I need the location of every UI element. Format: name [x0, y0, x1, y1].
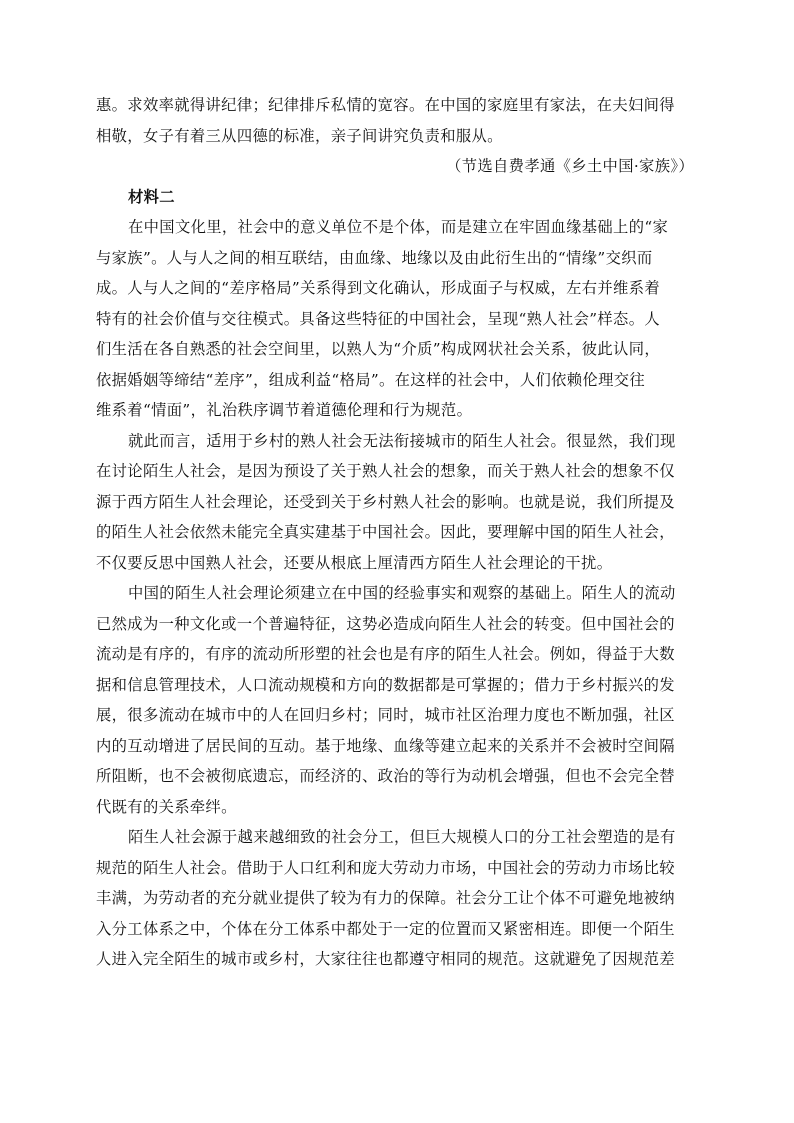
heading-text: 材料二 [128, 187, 175, 206]
text-line: 中国的陌生人社会理论须建立在中国的经验事实和观察的基础上。陌生人的流动 [128, 584, 676, 602]
text-line: 源于西方陌生人社会理论，还受到关于乡村熟人社会的影响。也就是说，我们所提及 [96, 492, 675, 511]
text-line: 陌生人社会源于越来越细致的社会分工，但巨大规模人口的分工社会塑造的是有 [128, 828, 676, 846]
text-line: 就此而言，适用于乡村的熟人社会无法衔接城市的陌生人社会。很显然，我们现 [128, 431, 676, 450]
paragraph-2 [96, 426, 698, 579]
text-line: 惠。求效率就得讲纪律；纪律排斥私情的宽容。在中国的家庭里有家法，在夫妇间得 [96, 96, 675, 114]
citation-line: （节选自费孝通《乡土中国·家族》） [446, 157, 694, 175]
text-line: 维系着“情面”，礼治秩序调节着道德伦理和行为规范。 [96, 401, 473, 419]
source-citation [96, 151, 698, 182]
text-line: 人进入完全陌生的城市或乡村，大家往往也都遵守相同的规范。这就避免了因规范差 [96, 950, 675, 968]
paragraph-continuation [96, 90, 698, 151]
section-heading [96, 182, 698, 213]
paragraph-4 [96, 822, 698, 975]
paragraph-3 [96, 578, 698, 822]
text-line: 代既有的关系牵绊。 [96, 797, 237, 816]
text-line: 规范的陌生人社会。借助于人口红利和庞大劳动力市场，中国社会的劳动力市场比较 [96, 858, 675, 877]
document-page [96, 90, 698, 975]
text-line: 特有的社会价值与交往模式。具备这些特征的中国社会，呈现“熟人社会”样态。人 [96, 309, 660, 328]
text-line: 据和信息管理技术，人口流动规模和方向的数据都是可掌握的；借力于乡村振兴的发 [96, 675, 675, 694]
text-line: 入分工体系之中，个体在分工体系中都处于一定的位置而又紧密相连。即便一个陌生 [96, 919, 675, 938]
text-line: 依据婚姻等缔结“差序”，组成利益“格局”。在这样的社会中，人们依赖伦理交往 [96, 370, 646, 389]
paragraph-1 [96, 212, 698, 426]
text-line: 在讨论陌生人社会，是因为预设了关于熟人社会的想象，而关于熟人社会的想象不仅 [96, 462, 675, 480]
text-line: 已然成为一种文化或一个普遍特征，这势必造成向陌生人社会的转变。但中国社会的 [96, 614, 675, 633]
text-line: 所阻断，也不会被彻底遗忘，而经济的、政治的等行为动机会增强，但也不会完全替 [96, 767, 675, 785]
text-line: 流动是有序的，有序的流动所形塑的社会也是有序的陌生人社会。例如，得益于大数 [96, 645, 675, 663]
text-line: 成。人与人之间的“差序格局”关系得到文化确认，形成面子与权威，左右并维系着 [96, 279, 660, 297]
text-line: 们生活在各自熟悉的社会空间里，以熟人为“介质”构成网状社会关系，彼此认同， [96, 340, 660, 358]
text-line: 相敬，女子有着三从四德的标准，亲子间讲究负责和服从。 [96, 126, 503, 145]
text-line: 在中国文化里，社会中的意义单位不是个体，而是建立在牢固血缘基础上的“家 [128, 218, 669, 236]
text-line: 展，很多流动在城市中的人在回归乡村；同时，城市社区治理力度也不断加强，社区 [96, 706, 675, 724]
text-line: 内的互动增进了居民间的互动。基于地缘、血缘等建立起来的关系并不会被时空间隔 [96, 736, 675, 755]
text-line: 丰满，为劳动者的充分就业提供了较为有力的保障。社会分工让个体不可避免地被纳 [96, 889, 675, 907]
text-line: 的陌生人社会依然未能完全真实建基于中国社会。因此，要理解中国的陌生人社会， [96, 523, 675, 541]
text-line: 不仅要反思中国熟人社会，还要从根底上厘清西方陌生人社会理论的干扰。 [96, 553, 613, 572]
text-line: 与家族”。人与人之间的相互联结，由血缘、地缘以及由此衍生出的“情缘”交织而 [96, 248, 653, 267]
